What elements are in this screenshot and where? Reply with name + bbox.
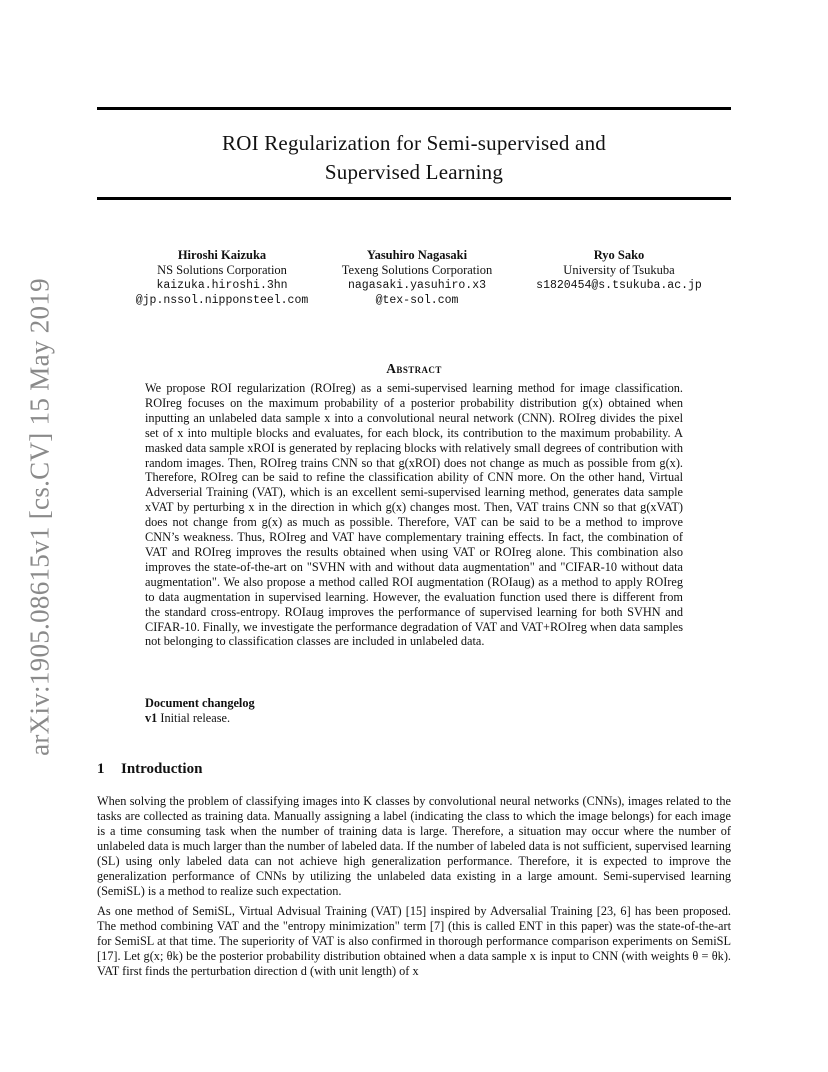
changelog-heading: Document changelog bbox=[145, 696, 255, 710]
intro-paragraph-2: As one method of SemiSL, Virtual Advisual Training (VAT) [15] inspired by Adversalial Training [23, 6] has been proposed. The method combining VAT and the "entropy minimization" term [7] (this is called ENT in this paper) was the state-of-the-art for SemiSL at that time. The superiority of VAT is also confirmed in thorough performance comparison experiments on SemiSL [17]. Let g(x; θk) be the posterior probability distribution obtained when a data sample x is input to CNN (with weights θ = θk). VAT first finds the perturbation direction d (with unit length) of x bbox=[97, 904, 731, 978]
author-email-domain: @jp.nssol.nipponsteel.com bbox=[135, 294, 309, 307]
author-affiliation: NS Solutions Corporation bbox=[157, 263, 287, 277]
abstract-text: We propose ROI regularization (ROIreg) as a semi-supervised learning method for image classification. ROIreg focuses on the maximum probability of a posterior probability distribution g(x) obtained when inputting an unlabeled data sample x into a convolutional neural network (CNN). ROIreg divides the pixel set of x into multiple blocks and evaluates, for each block, its contribution to the maximum probability. A masked data sample xROI is generated by replacing blocks with relatively small degrees of contribution with random images. Then, ROIreg trains CNN so that g(xROI) does not change as much as possible from g(x). Therefore, ROIreg can be said to refine the classification ability of CNN more. On the other hand, Virtual Adverserial Training (VAT), which is an excellent semi-supervised learning method, generates data sample xVAT by perturbing x in the direction in which g(x) changes most. Then, VAT trains CNN so that g(xVAT) does not change from g(x) as much as possible. Therefore, VAT can be said to be a method to improve CNN’s weakness. Thus, ROIreg and VAT have complementary training effects. In fact, the combination of VAT and ROIreg improves the results obtained when using VAT or ROIreg alone. This combination also improves the state-of-the-art on "SVHN with and without data augmentation" and "CIFAR-10 without data augmentation". We also propose a method called ROI augmentation (ROIaug) as a method to apply ROIreg to data augmentation in supervised learning. However, the evaluation function used there is different from the standard cross-entropy. ROIaug improves the performance of supervised learning for both SVHN and CIFAR-10. Finally, we investigate the performance degradation of VAT and VAT+ROIreg when data samples not belonging to classification classes are included in unlabeled data. bbox=[145, 381, 683, 649]
author-name: Ryo Sako bbox=[593, 248, 645, 262]
title-top-rule bbox=[97, 107, 731, 110]
author-name: Yasuhiro Nagasaki bbox=[366, 248, 468, 262]
author-email: kaizuka.hiroshi.3hn bbox=[156, 279, 288, 292]
intro-paragraph-1: When solving the problem of classifying images into K classes by convolutional neural networks (CNNs), images related to the tasks are collected as training data. Manually assigning a label (indicating the class to which the image belongs) for each image is a time consuming task when the number of training data is large. Therefore, a situation may occur where the number of unlabeled data is much larger than the number of labeled data. If the number of labeled data is not sufficient, supervised learning (SL) using only labeled data can not achieve high generalization performance. Therefore, it is expected to improve the generalization performance of CNNs by utilizing the unlabeled data existing in a large amount. Semi-supervised learning (SemiSL) is a method to realize such expectation. bbox=[97, 794, 731, 898]
author-block-2 bbox=[302, 248, 532, 308]
arxiv-identifier: arXiv:1905.08615v1 [cs.CV] 15 May 2019 bbox=[24, 278, 55, 756]
changelog-version: v1 bbox=[145, 711, 158, 725]
author-email: nagasaki.yasuhiro.x3 bbox=[347, 279, 487, 292]
author-email-domain: @tex-sol.com bbox=[375, 294, 459, 307]
paper-title-line-1: ROI Regularization for Semi-supervised and bbox=[222, 131, 606, 155]
section-heading-introduction bbox=[97, 761, 202, 778]
author-block-3 bbox=[504, 248, 734, 293]
author-affiliation: Texeng Solutions Corporation bbox=[341, 263, 493, 277]
author-affiliation: University of Tsukuba bbox=[563, 263, 675, 277]
changelog-entry bbox=[145, 711, 255, 726]
document-changelog bbox=[145, 696, 255, 726]
paper-title-line-2: Supervised Learning bbox=[324, 160, 504, 184]
title-bottom-rule bbox=[97, 197, 731, 200]
author-name: Hiroshi Kaizuka bbox=[177, 248, 267, 262]
author-email: s1820454@s.tsukuba.ac.jp bbox=[536, 279, 702, 292]
changelog-entry-text: Initial release. bbox=[157, 711, 231, 725]
section-number: 1 bbox=[97, 761, 105, 777]
section-title: Introduction bbox=[121, 761, 203, 777]
abstract-heading: Abstract bbox=[386, 361, 442, 376]
